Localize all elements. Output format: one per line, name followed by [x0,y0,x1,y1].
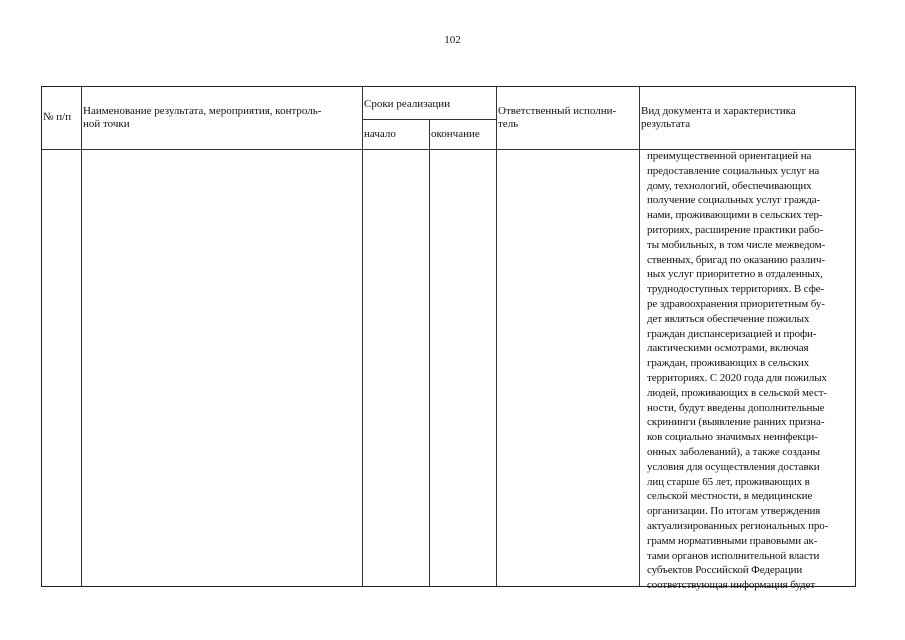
result-description-line: ных услуг приоритетно в отдаленных, [647,268,823,281]
result-description-line: условия для осуществления доставки [647,460,820,473]
result-description-line: граждан диспансеризацией и профи- [647,327,817,340]
result-description-line: сельской местности, в медицинские [647,490,813,503]
result-description-line: онных заболеваний), а также созданы [647,445,820,458]
result-description-line: организации. По итогам утверждения [647,505,821,518]
results-table [41,86,856,592]
result-description-line: субъектов Российской Федерации [647,564,803,577]
result-description [647,149,857,593]
result-description-line: дому, технологий, обеспечивающих [647,179,812,192]
result-description-line: соответствующая информация будет [647,579,816,592]
result-description-line: территориях. С 2020 года для пожилых [647,371,827,384]
column-divider [429,119,430,586]
header-number: № п/п [43,111,72,123]
column-divider [496,87,497,586]
result-description-line: ности, будут введены дополнительные [647,401,825,414]
result-description-line: людей, проживающих в сельской мест- [647,386,827,399]
result-description-line: актуализированных региональных про- [647,519,829,532]
result-description-line: получение социальных услуг гражда- [647,194,821,207]
result-description-line: лактическими осмотрами, включая [647,342,809,355]
result-description-line: ственных, бригад по оказанию различ- [647,253,825,266]
header-result-name [83,105,361,131]
result-description-line: дет являться обеспечение пожилых [647,312,810,325]
header-start: начало [364,128,396,140]
result-description-line: тами органов исполнительной власти [647,549,820,562]
result-description-line: ты мобильных, в том числе межведом- [647,238,826,251]
header-responsible [498,105,638,131]
result-description-line: ре здравоохранения приоритетным бу- [647,297,825,310]
header-document-type-line1: Вид документа и характеристика [641,105,796,117]
result-description-line: граждан, проживающих в сельских [647,357,810,370]
header-result-name-line1: Наименование результата, мероприятия, контроль- [83,105,322,117]
column-divider [81,87,82,586]
header-responsible-line2: тель [498,118,519,130]
header-document-type [641,105,855,131]
column-divider [362,87,363,586]
header-result-name-line2: ной точки [83,118,130,130]
subheader-divider [362,119,496,120]
result-description-line: труднодоступных территориях. В сфе- [647,283,825,296]
header-end: окончание [431,128,480,140]
result-description-line: скрининги (выявление ранних призна- [647,416,825,429]
header-responsible-line1: Ответственный исполни- [498,105,617,117]
page-number: 102 [444,34,461,46]
result-description-line: нами, проживающими в сельских тер- [647,209,823,222]
result-description-line: ков социально значимых неинфекци- [647,431,818,444]
result-description-line: риториях, расширение практики рабо- [647,223,824,236]
result-description-line: лиц старше 65 лет, проживающих в [647,475,810,488]
column-divider [639,87,640,586]
result-description-line: грамм нормативными правовыми ак- [647,534,818,547]
result-description-line: предоставление социальных услуг на [647,164,820,177]
header-terms: Сроки реализации [364,98,451,110]
header-document-type-line2: результата [641,118,691,130]
result-description-line: преимущественной ориентацией на [647,150,812,162]
